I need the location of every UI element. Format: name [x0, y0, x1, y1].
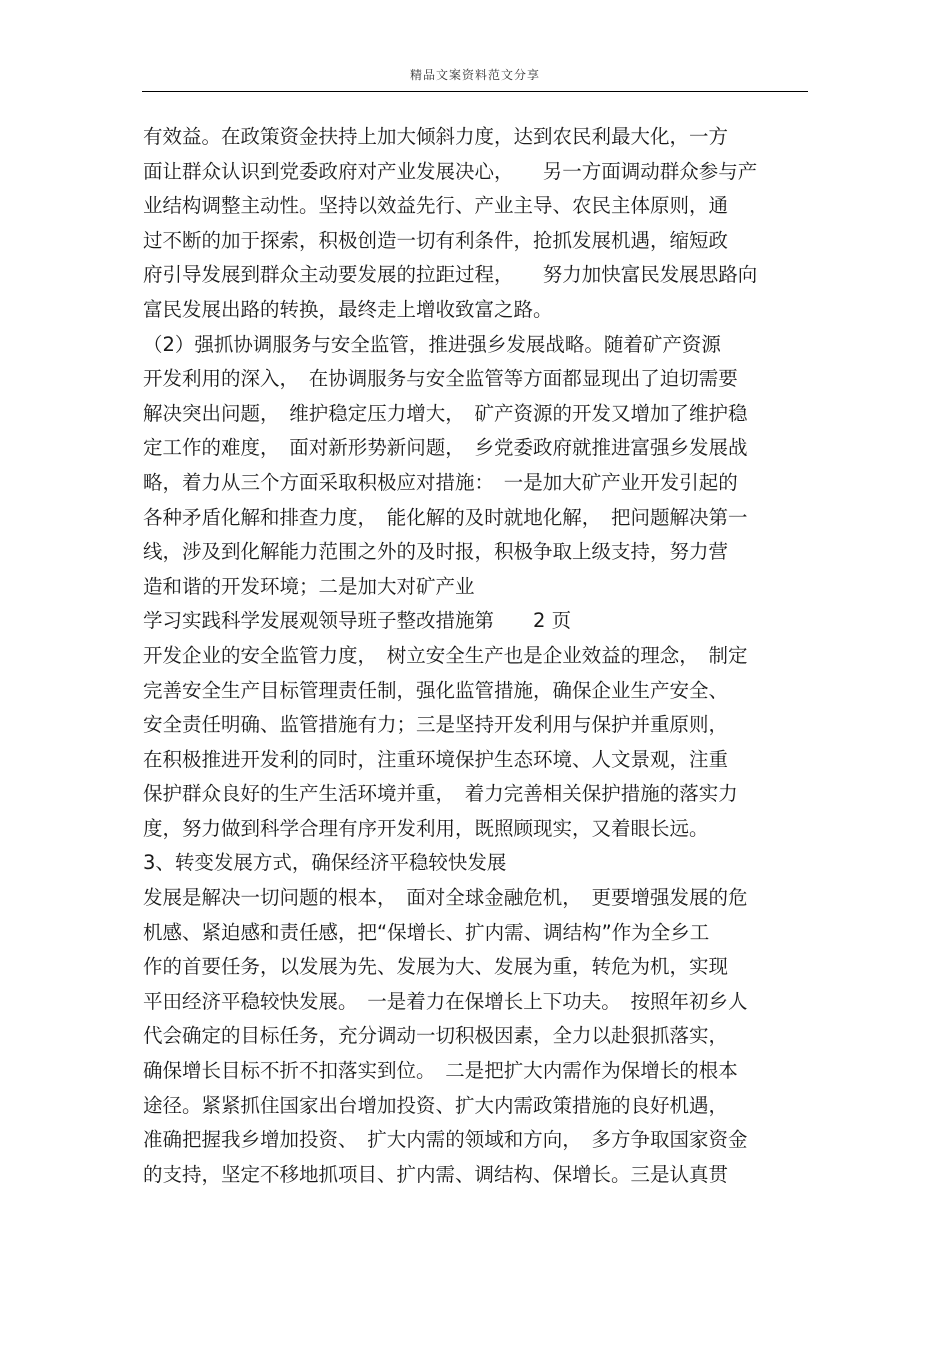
text-line: 平田经济平稳较快发展。 一是着力在保增长上下功夫。 按照年初乡人 — [143, 989, 748, 1013]
text-line: 完善安全生产目标管理责任制，强化监管措施，确保企业生产安全、 — [143, 678, 729, 702]
text-line: 准确把握我乡增加投资、 扩大内需的领域和方向， 多方争取国家资金 — [143, 1128, 748, 1152]
text-line: 确保增长目标不折不扣落实到位。 二是把扩大内需作为保增长的根本 — [143, 1059, 738, 1083]
text-line: 略，着力从三个方面采取积极应对措施： 一是加大矿产业开发引起的 — [143, 470, 738, 494]
page-header: 精品文案资料范文分享 — [409, 68, 540, 82]
text-line: 府引导发展到群众主动要发展的拉距过程， 努力加快富民发展思路向 — [143, 263, 758, 287]
text-line: 定工作的难度， 面对新形势新问题， 乡党委政府就推进富强乡发展战 — [143, 436, 748, 460]
text-line: （2）强抓协调服务与安全监管，推进强乡发展战略。随着矿产资源 — [143, 332, 721, 356]
text-line: 发展是解决一切问题的根本， 面对全球金融危机， 更要增强发展的危 — [143, 886, 748, 910]
text-line: 开发企业的安全监管力度， 树立安全生产也是企业效益的理念， 制定 — [143, 643, 748, 667]
text-line: 过不断的加于探索，积极创造一切有利条件，抢抓发展机遇，缩短政 — [143, 228, 729, 252]
text-line: 开发利用的深入， 在协调服务与安全监管等方面都显现出了迫切需要 — [143, 367, 738, 391]
text-line: 度，努力做到科学合理有序开发利用，既照顾现实，又着眼长远。 — [143, 816, 709, 840]
text-line: 安全责任明确、监管措施有力；三是坚持开发利用与保护并重原则， — [143, 713, 729, 737]
text-line: 作的首要任务，以发展为先、发展为大、发展为重，转危为机，实现 — [143, 955, 729, 979]
text-line: 在积极推进开发利的同时，注重环境保护生态环境、人文景观，注重 — [143, 747, 729, 771]
text-line: 各种矛盾化解和排查力度， 能化解的及时就地化解， 把问题解决第一 — [143, 505, 748, 529]
text-line: 代会确定的目标任务，充分调动一切积极因素，全力以赴狠抓落实， — [143, 1024, 729, 1048]
text-line: 富民发展出路的转换，最终走上增收致富之路。 — [143, 297, 553, 321]
text-line: 途径。紧紧抓住国家出台增加投资、扩大内需政策措施的良好机遇， — [143, 1093, 729, 1117]
text-line: 面让群众认识到党委政府对产业发展决心， 另一方面调动群众参与产 — [143, 159, 758, 183]
header-divider — [142, 91, 808, 92]
text-line: 解决突出问题， 维护稳定压力增大， 矿产资源的开发又增加了维护稳 — [143, 401, 748, 425]
text-line: 的支持，坚定不移地抓项目、扩内需、调结构、保增长。三是认真贯 — [143, 1162, 729, 1186]
page-footer-note: 学习实践科学发展观领导班子整改措施第 2 页 — [143, 609, 572, 633]
text-line: 业结构调整主动性。坚持以效益先行、产业主导、农民主体原则，通 — [143, 194, 729, 218]
text-line: 造和谐的开发环境；二是加大对矿产业 — [143, 574, 475, 598]
text-line: 保护群众良好的生产生活环境并重， 着力完善相关保护措施的落实力 — [143, 782, 738, 806]
document-body — [143, 120, 813, 1192]
text-line: 机感、紧迫感和责任感，把“保增长、扩内需、调结构”作为全乡工 — [143, 920, 710, 944]
text-line: 线，涉及到化解能力范围之外的及时报，积极争取上级支持，努力营 — [143, 540, 729, 564]
section-heading: 3、转变发展方式，确保经济平稳较快发展 — [143, 851, 507, 875]
text-line: 有效益。在政策资金扶持上加大倾斜力度，达到农民利最大化，一方 — [143, 125, 729, 148]
